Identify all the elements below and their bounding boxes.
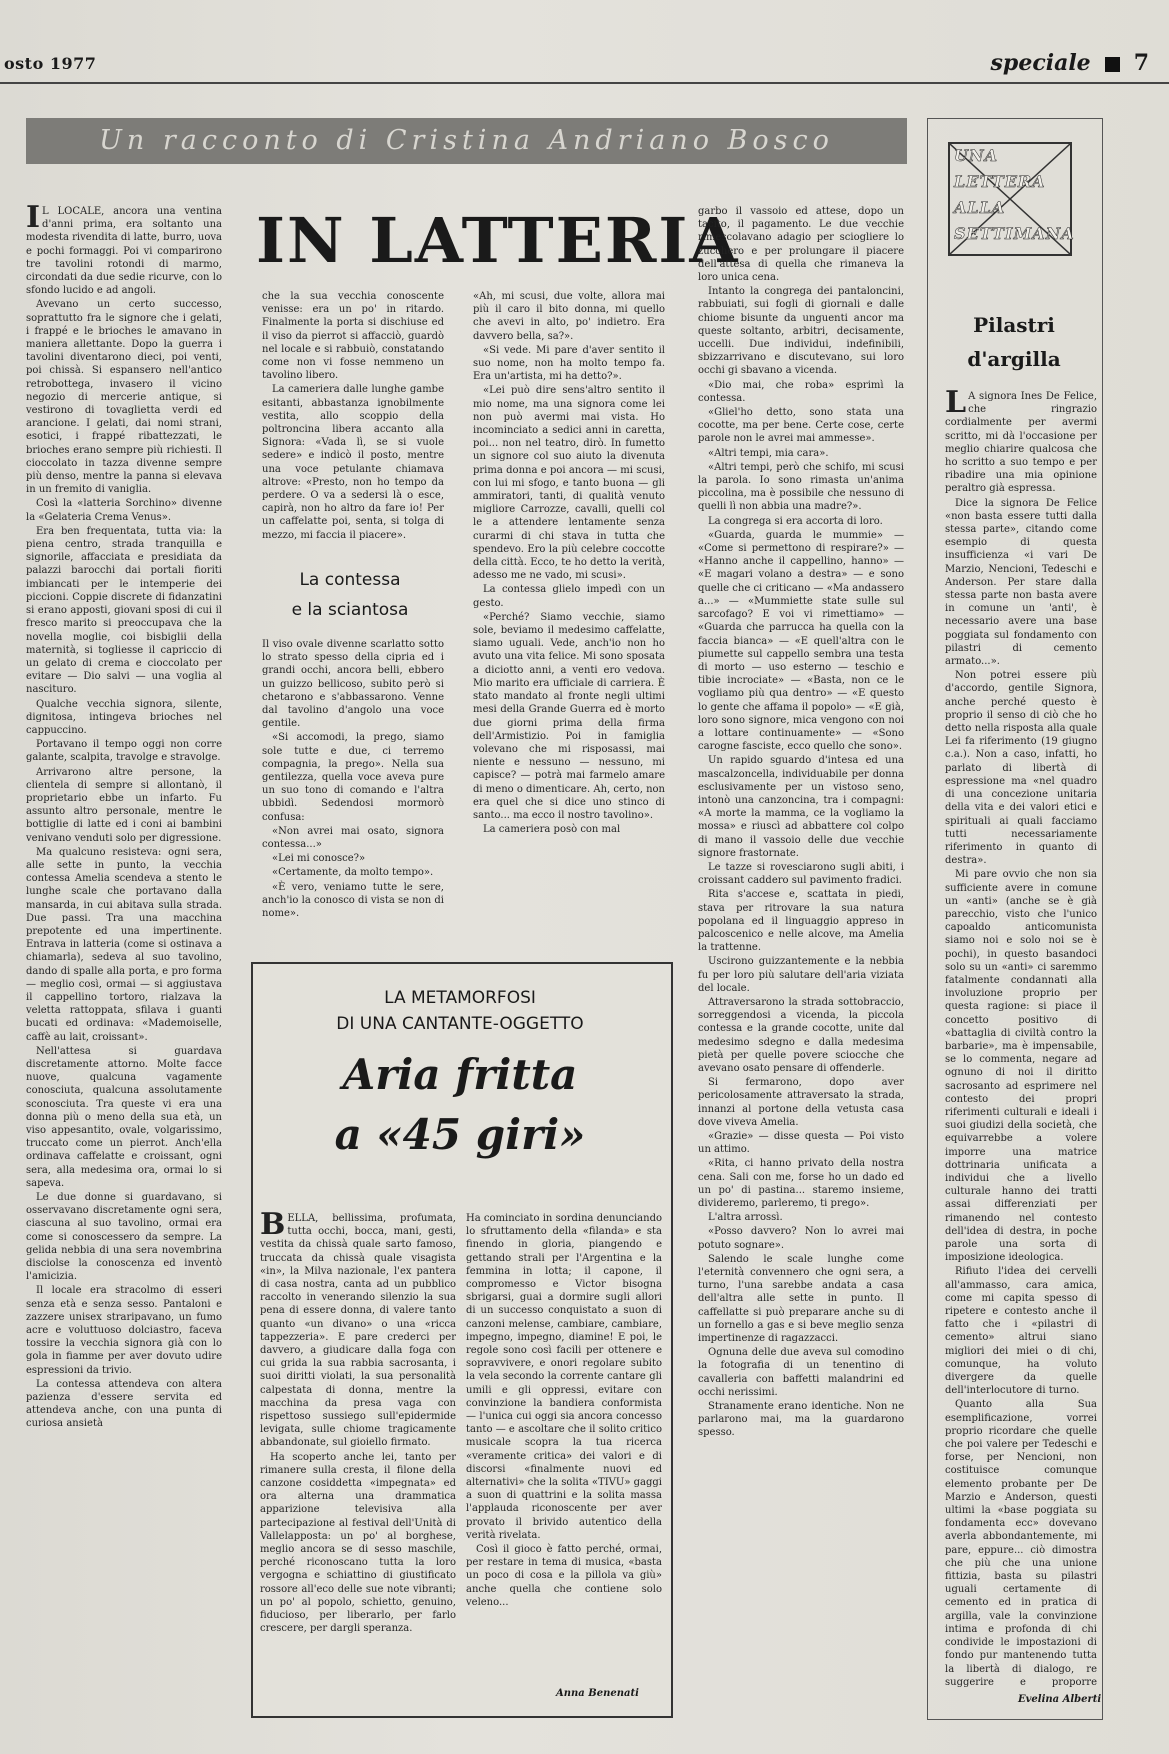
letter-column-signature: Evelina Alberti bbox=[1018, 1694, 1102, 1705]
boxed-article-signature: Anna Benenati bbox=[556, 1688, 639, 1699]
story-banner: Un racconto di Cristina Andriano Bosco bbox=[26, 118, 907, 164]
main-story-column-2b: Il viso ovale divenne scarlatto sotto lo strato spesso della cipria ed i grandi occhi, ancora belli, ebbero un guizzo bellicoso, subito però si chetarono e s'abbassarono. Venne dal tavolino d'angolo una voce gentile. «Si accomodi, la prego, siamo sole tutte e due, ci terremo compagnia, la prego». Nella sua gentilezza, quella voce aveva pure un suo tono di comando e l'altra ubbidì. Sedendosi mormorò confusa: «Non avrei mai osato, signora contessa...» «Lei mi conosce?» «Certamente, da molto tempo». «È vero, veniamo tutte le sere, anch'io la conosco di vista se non di nome». bbox=[262, 639, 444, 920]
main-story-column-1: I L LOCALE, ancora una ventina d'anni prima, era soltanto una modesta rivendita di latte, burro, uova e pochi formaggi. Poi vi comparirono tre tavolini rotondi di marmo, circondati da due sedie ricurve, con lo sfondo lucido e ad angoli. Avevano un certo successo, soprattutto fra le signore che i gelati, i frappé e le brioches le amavano in maniera allettante. Dopo la guerra i tavolini diventarono dieci, poi venti, poi chissà. Si espansero nell'antico retrobottega, invasero il vicino negozio di mercerie antique, si vestirono di tovaglietta verdi ed arancione. I gelati, dai nomi strani, esotici, i frappé ribattezzati, le brioches erano sempre più richiesti. Il cioccolato in tazza divenne sempre più denso, mentre la panna si elevava in un fremito di vaniglia. Così la «latteria Sorchino» divenne la «Gelateria Crema Venus». Era ben frequentata, tutta via: la piena centro, strada tranquilla e signorile, affacciata e presidiata da palazzi barocchi dai portali fioriti imbiancati per le intemperie dei piccioni. Coppie discrete di fidanzatini si erano apposti, giovani sposi di cui il fresco marito si preoccupava che la novella moglie, coi bisbiglii della maternità, si togliesse il capriccio di un gelato di crema e cioccolato per evitare — Dio salvi — una voglia al nascituro. Qualche vecchia signora, silente, dignitosa, intingeva brioches nel cappuccino. Portavano il tempo oggi non corre galante, scalpita, travolge e stravolge. Arrivarono altre persone, la clientela di sempre si allontanò, il proprietario ebbe un infarto. Fu assunto altro personale, mentre le bottiglie di latte ed i coni ai bambini venivano venduti solo per digressione. Ma qualcuno resisteva: ogni sera, alle sette in punto, la vecchia contessa Amelia scendeva a stento le lunghe scale che portavano dalla mansarda, in cui abitava sulla strada. Due passi. Tra una macchina prepotente ed una impertinente. Entrava in latteria (come si ostinava a chiamarla), sedeva al suo tavolino, dando di spalle alla porta, e pro forma — meglio così, ormai — si aggiustava il cappellino tortoro, rialzava la veletta rattoppata, sfilava i guanti bucati ed ordinava: «Mademoiselle, caffè au lait, croissant». Nell'attesa si guardava discretamente attorno. Molte facce nuove, qualcuna vagamente conosciuta, qualcuna assolutamente sconosciuta. Tra queste vi era una donna più o meno della sua età, un viso appesantito, ovale, volgarissimo, truccato come un pierrot. Anch'ella ordinava caffelatte e croissant, ogni sera, alla medesima ora, ormai lo si sapeva. Le due donne si guardavano, si osservavano discretamente ogni sera, ciascuna al suo tavolino, ormai era come si conoscessero da sempre. La gelida nebbia di una sera novembrina disciolse la conoscenza ed inventò l'amicizia. Il locale era stracolmo di esseri senza età e senza sesso. Pantaloni e zazzere unisex straripavano, un fumo acre e voluttuoso dolciastro, faceva tossire la vecchia signora già con lo gola in fiamme per aver dovuto udire espressioni da trivio. La contessa attendeva con altera pazienza d'essere servita ed attendeva anche, con una punta di curiosa ansietà bbox=[26, 205, 222, 1430]
letter-column-body: L A signora Ines De Felice, che ringrazio cordialmente per avermi scritto, mi dà l'occasione per meglio chiarire qualcosa che ho scritto a suo tempo e per ribadire una mia opinione peraltro già espressa. Dice la signora De Felice «non basta essere tutti dalla stessa parte», citando come esempio di questa insufficienza «i vari De Marzio, Nencioni, Tedeschi e Anderson. Per stare dalla stessa parte non basta avere in comune un 'anti', è necessario avere una base poggiata sul fondamento con pilastri di cemento armato...». Non potrei essere più d'accordo, gentile Signora, anche perché questo è proprio il senso di ciò che ho detto nella risposta alla quale Lei fa riferimento (19 giugno c.a.). Non a caso, infatti, ho parlato di libertà di espressione ma «nel quadro di una concezione unitaria della vita e dei valori etici e spirituali ai quali facciamo tutti necessariamente riferimento in quanto di destra». Mi pare ovvio che non sia sufficiente avere in comune un «anti» (anche se è già parecchio, visto che l'unico capoaldo anticomunista siamo noi e solo noi se è pochi), in questo basandoci solo su un «anti» ci saremmo fatalmente condannati alla involuzione proprio per questa ragione: si piace il concetto positivo di «battaglia di civiltà contro la barbarie», ma è impensabile, se lo commenta, negare ad ognuno di noi il diritto sacrosanto ad esprimere nel contesto dei propri riferimenti culturali e ideali i suoi giudizi della società, che equivarrebbe a volere imporre una matrice dottrinaria unificata a individui che a livello culturale hanno dei tratti assai differenziati per rimanendo nel contesto dell'idea di destra, in poche parole una sorta di imposizione ideologica. Rifiuto l'idea dei cervelli all'ammasso, cara amica, come mi capita spesso di ripetere e contesto anche il fatto che i «pilastri di cemento» altrui siano migliori dei miei o di chi, comunque, ha voluto divergere da quelle dell'interlocutore di turno. Quanto alla Sua esemplificazione, vorrei proprio ricordare che quelle che poi valere per Tedeschi e forse, per Nencioni, non costituisce comunque elemento probante per De Marzio e Anderson, questi ultimi la «base poggiata su fondamenta ecc» dovevano averla abbondantemente, mi pare, eppure... ciò dimostra che più che una unione fittizia, basta su pilastri uguali certamente di cemento ed in pratica di argilla, vale la convinzione intima e profonda di chi condivide le impostazioni di fondo pur mantenendo tutta la libertà di dialogo, re suggerire e proporre bbox=[945, 390, 1097, 1688]
boxed-article-column-2: Ha cominciato in sordina denunciando lo sfruttamento della «filanda» e sta finendo in gloria, piangendo e gettando strali per l'Argentina e la femmina in lotta; il capone, il compromesso e Victor bisogna sbrigarsi, guai a dormire sugli allori di un successo conquistato a suon di canzoni melense, cambiare, cambiare, impegno, impegno, diamine! E poi, le regole sono così facili per ottenere e sopravvivere, e onori regolare subito la vela secondo la corrente cantare gli umili e gli oppressi, evitare con convinzione la bandiera conformista — l'unica cui oggi sia ancora concesso tanto — e ascoltare che il solito critico musicale scopra la tua ricerca «veramente critica» dei valori e di discorsi «finalmente nuovi ed alternativi» che la solita «TIVU» gaggi a suon di quattrini e la solita massa l'applauda riconoscente per aver provato il brivido autentico della verità rivelata. Così il gioco è fatto perché, ormai, per restare in tema di musica, «basta un poco di cosa e la pillola va giù» anche quella che contiene solo veleno... bbox=[466, 1213, 662, 1608]
main-story-column-2: che la sua vecchia conoscente venisse: era un po' in ritardo. Finalmente la porta si dischiuse ed il viso da pierrot si affacciò, guardò nel locale e si rabbuiò, constatando come non vi fosse nemmeno un tavolino libero. La cameriera dalle lunghe gambe esitanti, abbastanza ignobilmente vestita, allo scoppio della poltroncina libera accanto alla Signora: «Vada lì, se si vuole sedere» e indicò il posto, mentre una voce petulante chiamava altrove: «Presto, non ho tempo da perdere. O va a sedersi là o esce, capirà, non ho altro da fare io! Per un caffelatte poi, senta, si tolga di mezzo, mi faccia il piacere». bbox=[262, 291, 444, 541]
subhead-line-1: La contessa bbox=[299, 570, 401, 590]
main-headline: IN LATTERIA bbox=[256, 204, 740, 277]
letter-of-week-stamp: UNA LETTERA ALLA SETTIMANA bbox=[948, 142, 1072, 256]
boxed-article-column-1: BELLA, bellissima, profumata, tutta occhi, bocca, mani, gesti, vestita da chissà quale sarto famoso, truccata da chissà quale visagista «in», la Milva nazionale, l'ex pantera di casa nostra, canta ad un pubblico raccolto in venerando silenzio la sua pena di essere donna, di valere tanto quanto «un divano» o una «ricca tappezzeria». E pare crederci per davvero, a giudicare dalla foga con cui grida la sua rabbia sacrosanta, i suoi diritti violati, la sua personalità calpestata di donna, mentre la macchina da presa vaga con rispettoso sussiego sull'epidermide levigata, sulle chiome tragicamente abbandonate, sul gioiello firmato. Ha scoperto anche lei, tanto per rimanere sulla cresta, il filone della canzone cosiddetta «impegnata» ed ora alterna una drammatica apparizione televisiva alla partecipazione al festival dell'Unità di Vallelapposta: un po' al borghese, meglio ancora se di sesso maschile, perché riconoscano tutta la loro vergogna e schiattino di giustificato rossore all'eco delle sue note vibranti; un po' al popolo, schietto, genuino, fiducioso, per liberarlo, per farlo crescere, per dargli speranza. bbox=[260, 1212, 456, 1635]
top-rule bbox=[0, 82, 1169, 84]
page-number: 7 bbox=[1133, 50, 1149, 76]
letter-column-title: Pilastri d'argilla bbox=[967, 313, 1061, 371]
section-name: speciale bbox=[990, 50, 1091, 76]
boxed-article-title: Aria fritta a «45 giri» bbox=[334, 1050, 586, 1159]
section-header bbox=[991, 50, 1149, 76]
subhead-line-2: e la sciantosa bbox=[291, 600, 409, 620]
issue-date: osto 1977 bbox=[4, 54, 97, 73]
boxed-article-kicker: LA METAMORFOSI DI UNA CANTANTE-OGGETTO bbox=[336, 988, 584, 1034]
drop-cap: B bbox=[260, 1212, 286, 1242]
drop-cap: L bbox=[945, 390, 967, 420]
main-story-column-4: garbo il vassoio ed attese, dopo un tacito, il pagamento. Le due vecchie rimescolavano adagio per sciogliere lo zucchero e per prolungare il piacere dell'attesa di quella che rimaneva la loro unica cena. Intanto la congrega dei pantaloncini, rabbuiati, sui fogli di giornali e dalle chiome bisunte da unguenti ancor ma queste soltanto, arbitri, decisamente, uccelli. Due individui, indefinibili, sbizzarrivano e discutevano, sui loro occhi gi sbavano a vicenda. «Dio mai, che roba» esprimì la contessa. «Gliel'ho detto, sono stata una cocotte, ma per bene. Certe cose, certe parole non le avrei mai ammesse». «Altri tempi, mia cara». «Altri tempi, però che schifo, mi scusi la parola. Io sono rimasta un'anima piccolina, ma è possibile che nessuno di quelli lì non abbia una madre?». La congrega si era accorta di loro. «Guarda, guarda le mummie» — «Come si permettono di respirare?» — «Hanno anche il cappellino, hanno» — «E magari volano a destra» — e sono quelle che ci criticano — «Ma andassero a...» — «Mummiette state sulle sul sarcofago? E voi vi rimettiamo» — «Guarda che parrucca ha quella con la faccia bianca» — «E quell'altra con le piumette sul cappello sembra una testa di morto — uso esterno — teschio e tibie incrociate» — «Basta, non ce le vogliamo più qua dentro» — «E questo lo gente che affama il popolo» — «E già, loro sono signore, mica vengono con noi a lottare continuamente» — «Sono carogne fasciste, ecco quello che sono». Un rapido sguardo d'intesa ed una mascalzoncella, individuabile per donna esclusivamente per un vistoso seno, intonò una canzoncina, tra i compagni: «A morte la mamma, ce la vogliamo la mossa» e riuscì ad abbattere col colpo di mano il vassoio delle due vecchie signore frastornate. Le tazze si rovesciarono sugli abiti, i croissant caddero sul pavimento fradici. Rita s'accese e, scattata in piedi, stava per ritrovare la sua natura popolana ed il linguaggio appreso in palcoscenico e nelle alcove, ma Amelia la trattenne. Uscirono guizzantemente e la nebbia fu per loro più salutare dell'aria viziata del locale. Attraversarono la strada sottobraccio, sorreggendosi a vicenda, la piccola contessa e la grande cocotte, unite dal medesimo sdegno e dalla medesima pietà per quelle povere sciocche che avevano osato pensare di offenderle. Si fermarono, dopo aver pericolosamente attraversato la strada, innanzi al portone della vetusta casa dove viveva Amelia. «Grazie» — disse questa — Poi visto un attimo. «Rita, ci hanno privato della nostra cena. Sali con me, forse ho un dado ed un po' di pastina... staremo insieme, divideremo, parleremo, ti prego». L'altra arrossì. «Posso davvero? Non lo avrei mai potuto sognare». Salendo le scale lunghe come l'eternità convennero che ogni sera, a turno, l'una sarebbe andata a casa dell'altra alle sette in punto. Il caffellatte si può preparare anche su di un fornello a gas e si beve meglio senza impertinenze di ragazzacci. Ognuna delle due aveva sul comodino la fotografia di un tenentino di cavalleria con baffetti malandrini ed occhi nerissimi. Stranamente erano identiche. Non ne parlarono mai, ma la guardarono spesso. bbox=[698, 206, 904, 1439]
main-story-column-3: «Ah, mi scusi, due volte, allora mai più il caro il bito donna, mi quello che avevi in alto, po' indietro. Era davvero bella, sa?». «Si vede. Mi pare d'aver sentito il suo nome, non ha molto tempo fa. Era un'artista, mi ha detto?». «Lei può dire sens'altro sentito il mio nome, ma una signora come lei non può avermi mai vista. Ho incominciato a sedici anni in caretta, poi... non nel teatro, dirò. In fumetto un signore col suo aiuto la divenuta prima donna e poi ancora — mi scusi, con lui mi sfogo, e tanto buona — gli ammiratori, tanti, di qualità venuto migliore Carrozze, cavalli, quelli col le a attendere lentamente senza curarmi di chi stava in tutta che spendevo. Ero la più celebre coccotte della città. Ecco, te ho detto la verità, adesso me ne vado, mi scusi». La contessa glielo impedì con un gesto. «Perché? Siamo vecchie, siamo sole, beviamo il medesimo caffelatte, siamo uguali. Vede, anch'io non ho avuto una vita felice. Mi sono sposata a diciotto anni, a venti ero vedova. Mio marito era ufficiale di carriera. È stato mandato al fronte negli ultimi mesi della Grande Guerra ed è morto due giorni prima della firma dell'Armistizio. Poi in famiglia volevano che mi risposassi, mai niente e nessuno — nessuno, mi capisce? — potrà mai farmelo amare di meno o dimenticare. Ah, certo, non era quel che si dice uno stinco di santo... ma ecco il nostro tavolino». La cameriera posò con mal bbox=[473, 291, 665, 836]
square-bullet-icon bbox=[1105, 57, 1120, 72]
drop-cap: I bbox=[26, 205, 41, 235]
